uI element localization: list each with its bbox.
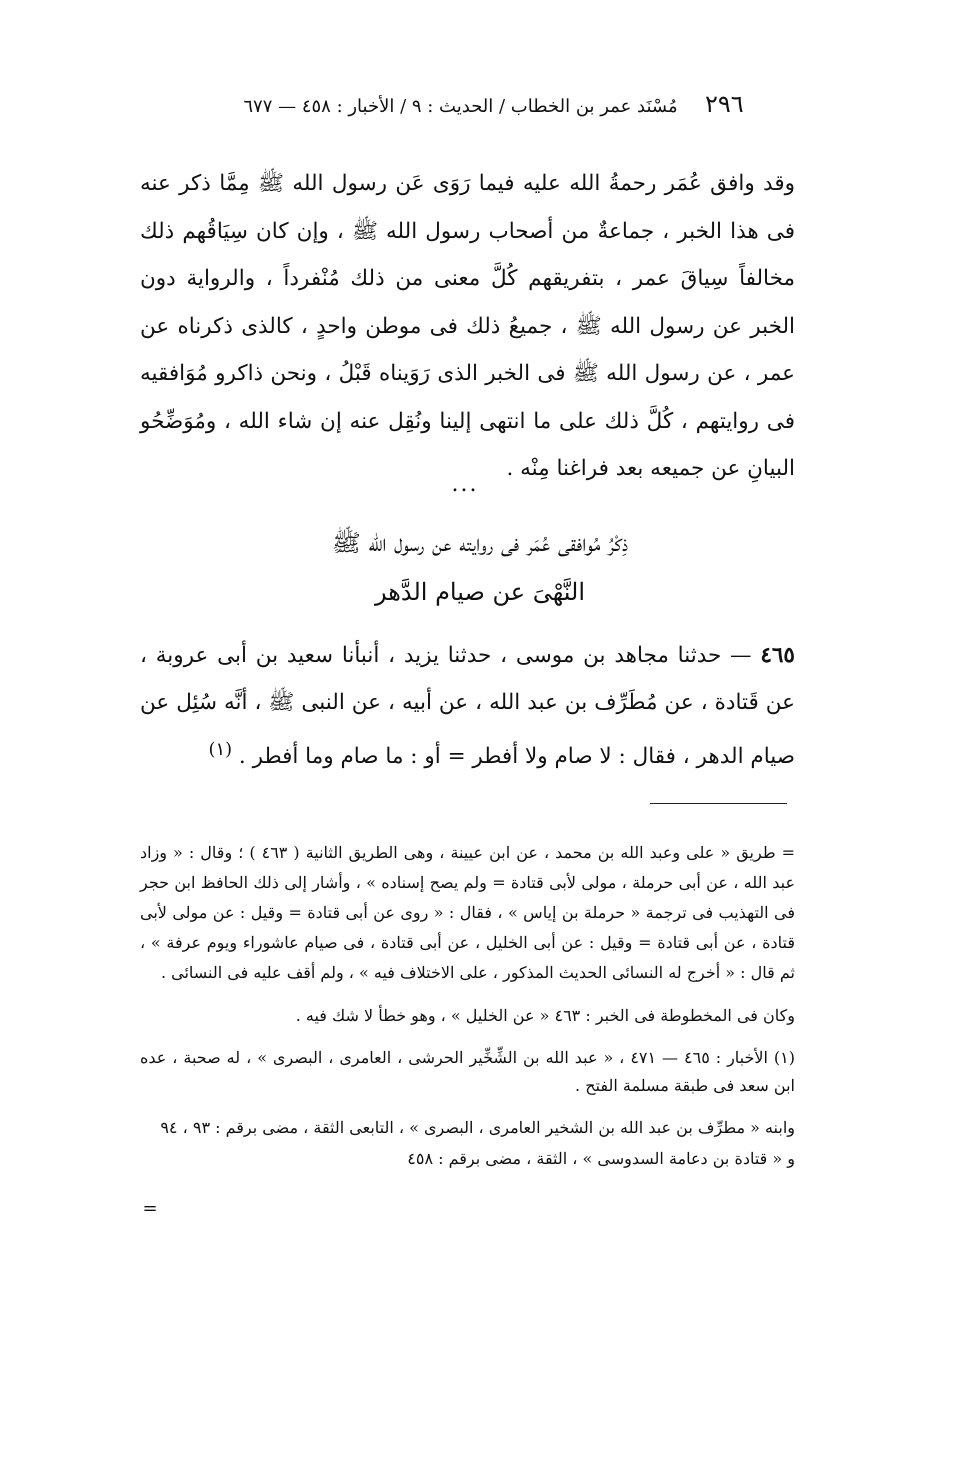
section-heading-line-1: ذِكْرُ مُوافقى عُمَر فى روايته عن رسول الله ﷺ	[331, 529, 629, 557]
page-number: ٢٩٦	[705, 90, 744, 118]
footnote-continuation: = طريق « على وعبد الله بن محمد ، عن ابن عيينة ، وهى الطريق الثانية ( ٤٦٣ ) ؛ وقال : « وزاد عبد الله ، عن أبى حرملة ، مولى لأبى قتادة = ولم يصح إسناده » ، وأشار إلى ذلك الحافظ ابن حجر فى التهذيب فى ترجمة « حرملة بن إياس » ، فقال : « روى عن أبى قتادة = وقيل : عن مولى لأبى قتادة ، عن أبى قتادة = وقيل : عن أبى الخليل ، عن أبى قتادة ، فى صيام عاشوراء ويوم عرفة » ، ثم قال : « أخرج له النسائى الحديث المذكور ، على الاختلاف فيه » ، ولم أقف عليه فى النسائى .	[140, 843, 795, 982]
footnote-1-continuation-b: و « قتادة بن دعامة السدوسى » ، الثقة ، مضى برقم : ٤٥٨	[407, 1149, 795, 1168]
footnote-manuscript-note: وكان فى المخطوطة فى الخبر : ٤٦٣ « عن الخليل » ، وهو خطأ لا شك فيه .	[295, 1006, 795, 1025]
body-paragraph: وقد وافق عُمَر رحمةُ الله عليه فيما رَوَى عَن رسول الله ﷺ مِمَّا ذكر عنه فى هذا الخبر ، جماعةٌ من أصحاب رسول الله ﷺ ، وإن كان سِيَاقُهم ذلك مخالفاً سِياقَ عمر ، بتفريقهم كُلَّ معنى من ذلك مُنْفرداً ، والرواية دون الخبر عن رسول الله ﷺ ، جميعُ ذلك فى موطن واحدٍ ، كالذى ذكرناه عن عمر ، عن رسول الله ﷺ فى الخبر الذى رَوَيناه قَبْلُ ، ونحن ذاكرو مُوَافقيه فى روايتهم ، كُلَّ ذلك على ما انتهى إلينا ونُقِل عنه إن شاء الله ، ومُوَضِّحُو البيانِ عن جميعه بعد فراغنا مِنْه .	[140, 171, 795, 481]
footnote-reference: (١)	[208, 739, 233, 760]
hadith-number: ٤٦٥	[760, 643, 795, 668]
section-separator: ...	[451, 472, 479, 497]
footnote-divider	[650, 803, 787, 804]
footnotes	[140, 838, 795, 1176]
footnote-1-continuation-a: وابنه « مطرِّف بن عبد الله بن الشخير العامرى ، البصرى » ، التابعى الثقة ، مضى برقم : ٩٣ ، ٩٤	[160, 1118, 795, 1137]
hadith-entry	[140, 632, 795, 780]
footnote-1: (١) الأخبار : ٤٦٥ — ٤٧١ ، « عبد الله بن الشِّخِّير الحرشى ، العامرى ، البصرى » ، له صحبة ، عده ابن سعد فى طبقة مسلمة الفتح .	[140, 1048, 796, 1095]
section-heading-line-2: النَّهْىَ عن صيام الدَّهر	[374, 578, 586, 606]
hadith-text: حدثنا مجاهد بن موسى ، حدثنا يزيد ، أنبأنا سعيد بن أبى عروبة ، عن قَتادة ، عن مُطَرِّف بن عبد الله ، عن أبيه ، عن النبى ﷺ ، أنَّه سُئِل عن صيام الدهر ، فقال : لا صام ولا أفطر = أو : ما صام وما أفطر .	[140, 643, 795, 770]
hadith-dash: —	[721, 643, 761, 668]
running-title: مُسْنَد عمر بن الخطاب / الحديث : ٩ / الأخبار : ٤٥٨ — ٦٧٧	[243, 96, 678, 117]
continuation-mark: =	[142, 1198, 158, 1219]
